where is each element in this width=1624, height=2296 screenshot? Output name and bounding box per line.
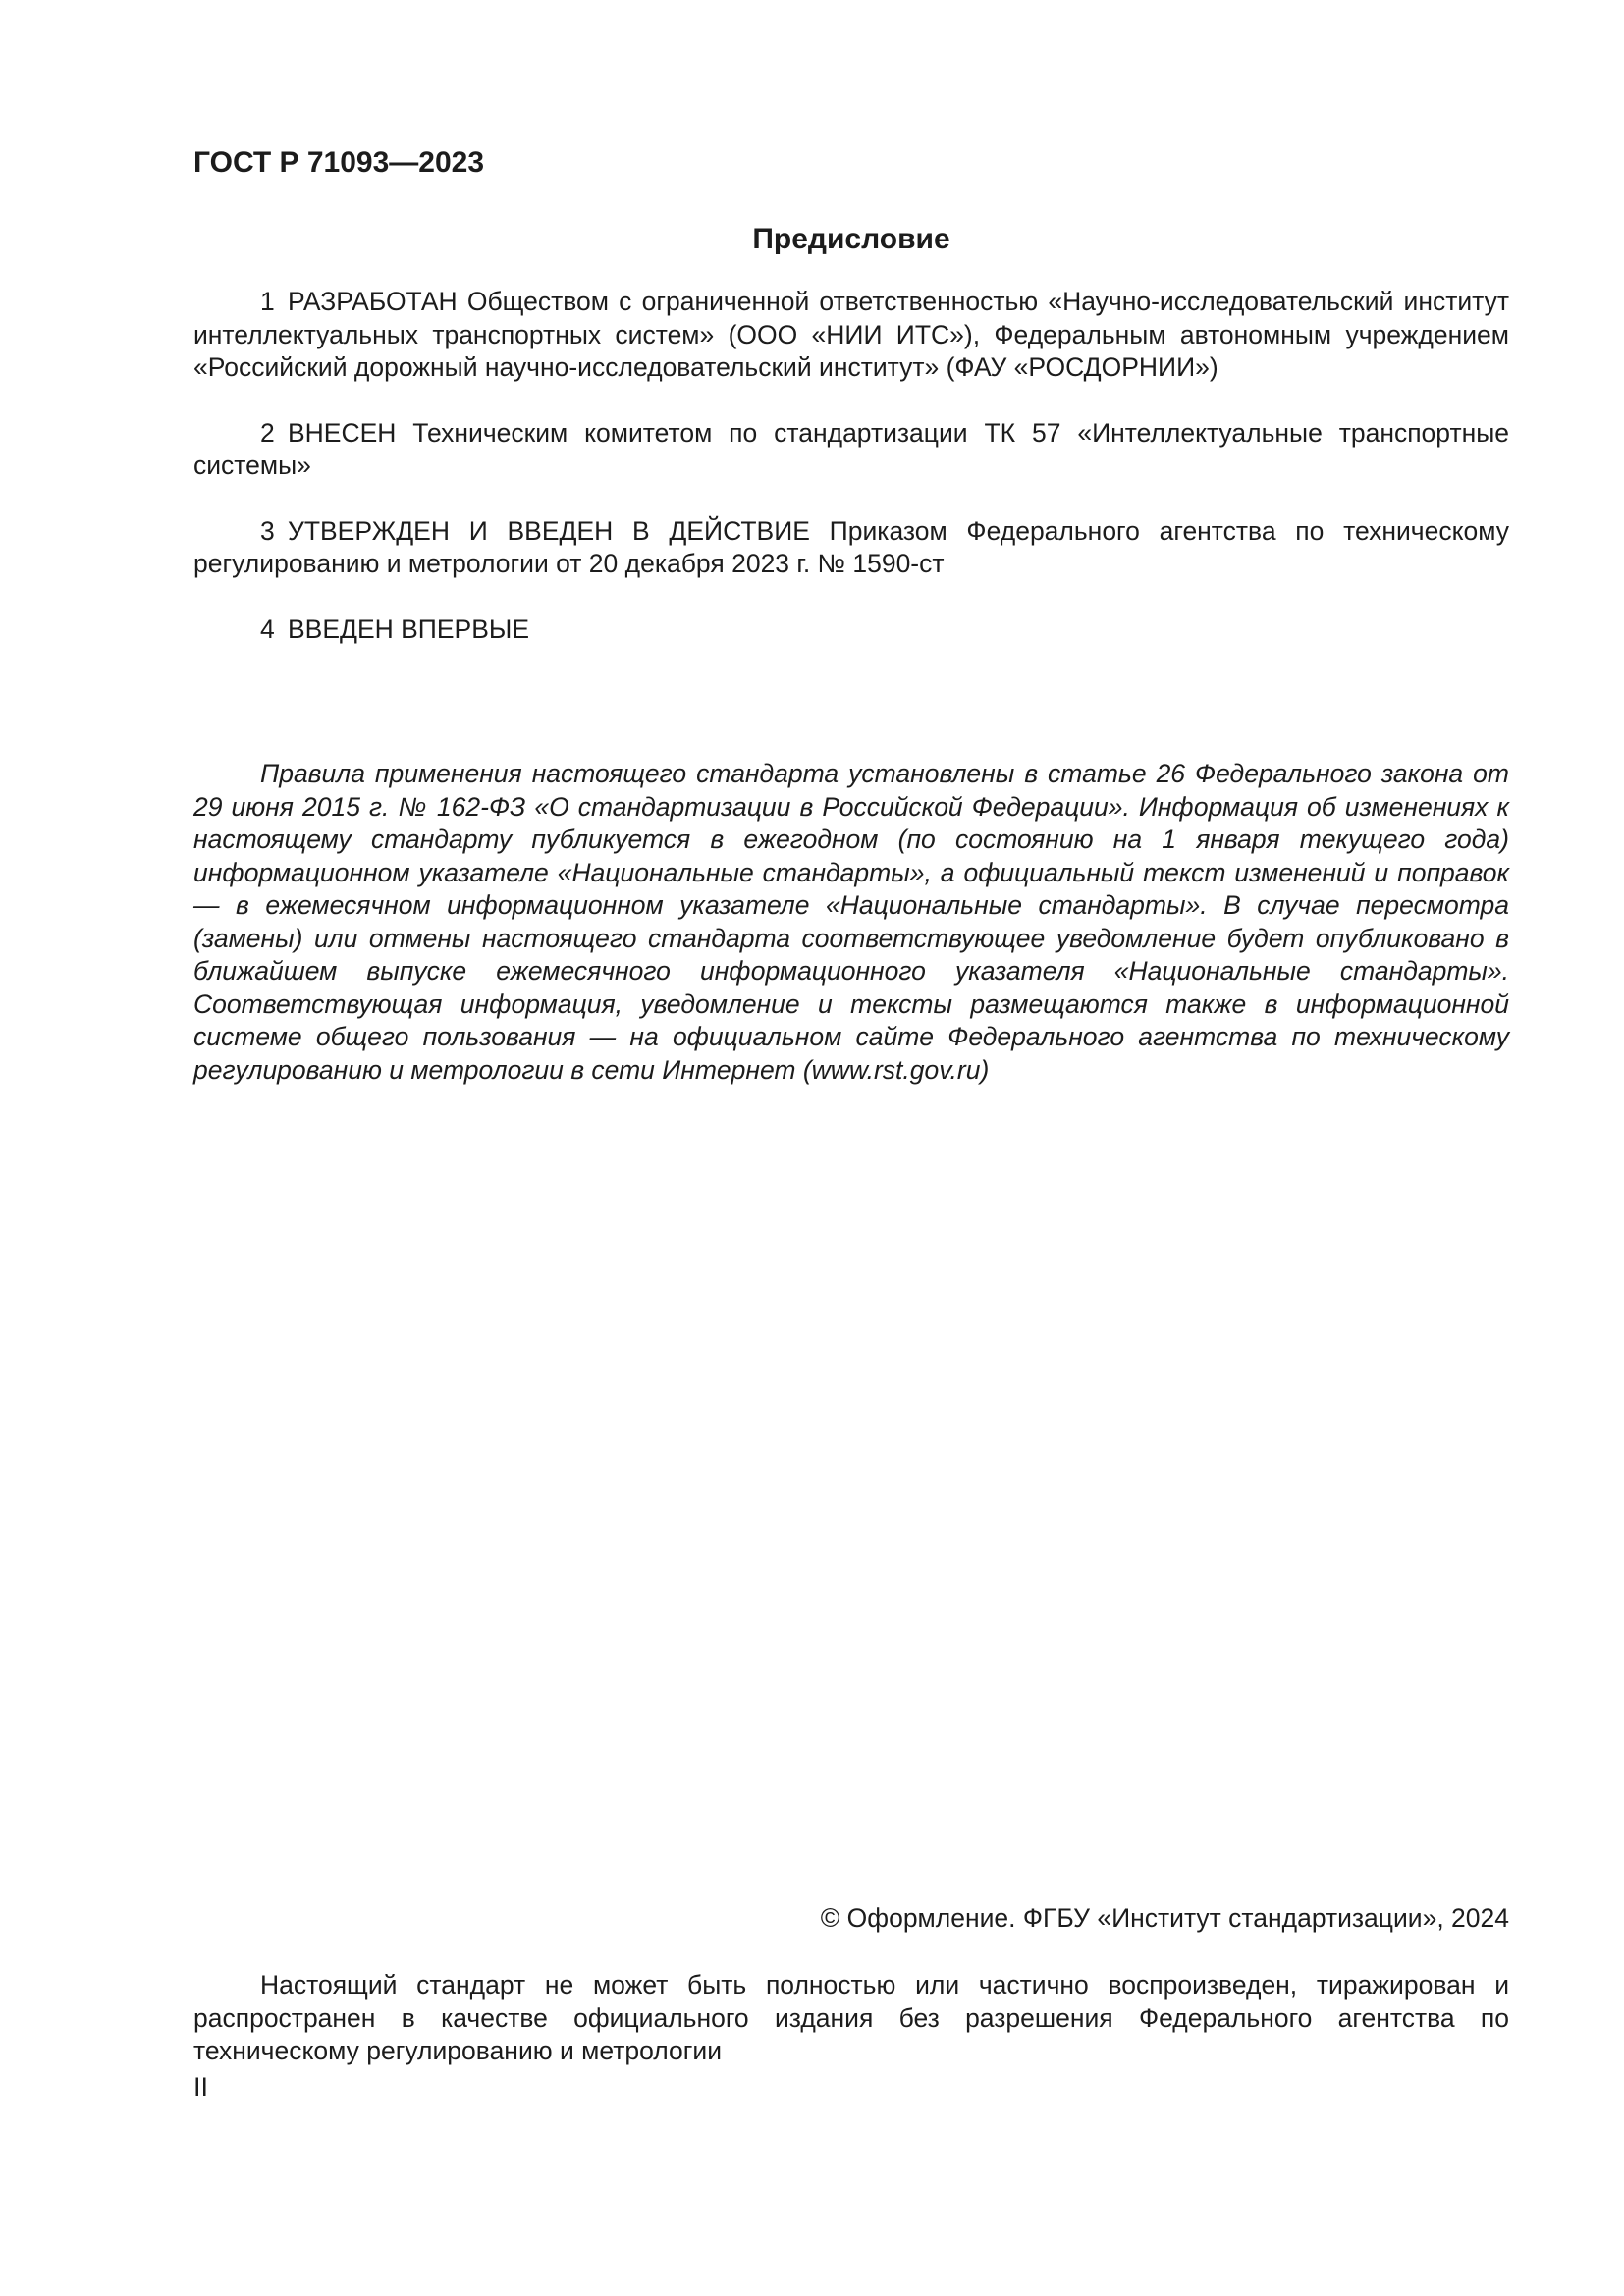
reproduction-restriction-notice: Настоящий стандарт не может быть полностью или частично воспроизведен, тиражирован и распространен в качестве официального издания без разрешения Федерального агентства по техническому регулированию и метрологии [193,1970,1509,2065]
foreword-item-submitted: 2 ВНЕСЕН Техническим комитетом по стандартизации ТК 57 «Интеллектуальные транспортные системы» [193,417,1509,480]
page-title: Предисловие [752,223,950,255]
page-number: II [193,2072,209,2102]
application-rules-notice: Правила применения настоящего стандарта установлены в статье 26 Федерального закона от 29 июня 2015 г. № 162-ФЗ «О стандартизации в Российской Федерации». Информация об изменениях к настоящему стандарту публикуется в ежегодном (по состоянию на 1 января текущего года) информационном указателе «Национальные стандарты», а официальный текст изменений и поправок — в ежемесячном информационном указателе «Национальные стандарты». В случае пересмотра (замены) или отмены настоящего стандарта соответствующее уведомление будет опубликовано в ближайшем выпуске ежемесячного информационного указателя «Национальные стандарты». Соответствующая информация, уведомление и тексты размещаются также в информационной системе общего пользования — на официальном сайте Федерального агентства по техническому регулированию и метрологии в сети Интернет (www.rst.gov.ru) [193,759,1509,1085]
foreword-item-developed: 1 РАЗРАБОТАН Обществом с ограниченной ответственностью «Научно-исследовательский институт интеллектуальных транспортных систем» (ООО «НИИ ИТС»), Федеральным автономным учреждением «Российский дорожный научно-исследовательский институт» (ФАУ «РОСДОРНИИ») [193,287,1509,382]
copyright-line: © Оформление. ФГБУ «Институт стандартизации», 2024 [820,1903,1509,1933]
foreword-item-approved: 3 УТВЕРЖДЕН И ВВЕДЕН В ДЕЙСТВИЕ Приказом Федерального агентства по техническому регулированию и метрологии от 20 декабря 2023 г. № 1590-ст [193,515,1509,578]
foreword-item-first-edition: 4 ВВЕДЕН ВПЕРВЫЕ [260,614,530,644]
foreword-section [193,286,1509,1087]
document-code: ГОСТ Р 71093—2023 [193,146,485,179]
